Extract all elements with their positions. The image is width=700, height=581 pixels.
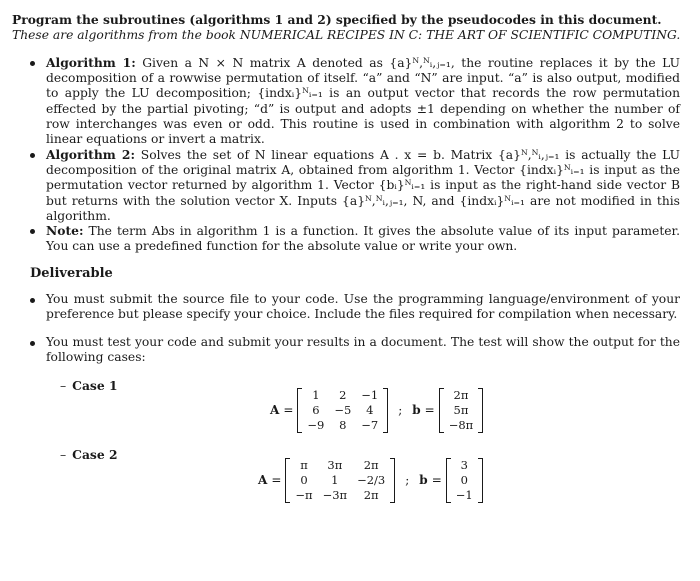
matrix-row [444, 388, 479, 403]
matrix-name: A [258, 472, 268, 487]
matrix-row [290, 488, 390, 503]
matrix-cell: −1 [455, 488, 473, 502]
matrix-cell: 2π [453, 388, 469, 402]
equals-sign: = [431, 472, 442, 487]
matrix-cell: −8π [448, 418, 474, 432]
matrix-cell: 1 [312, 388, 320, 402]
equals-sign: = [424, 402, 435, 417]
matrix-row [444, 403, 479, 418]
matrix-row [302, 418, 383, 433]
case-2-equation [258, 458, 483, 503]
bullet-icon [30, 298, 35, 303]
matrix-cell: 2π [363, 488, 379, 502]
matrix-cell: −π [295, 488, 313, 502]
list-item-note [30, 223, 680, 254]
matrix-A-table [290, 458, 390, 503]
matrix-row [444, 418, 479, 433]
dash-glyph: – [60, 448, 67, 462]
matrix-cell: 0 [460, 473, 468, 487]
list-item-deliverable-source [30, 292, 680, 322]
vector-name: b [419, 472, 428, 487]
vector-name: b [412, 402, 421, 417]
matrix-cell: 5π [453, 403, 469, 417]
matrix-cell: 0 [300, 473, 308, 487]
matrix-cell: 1 [331, 473, 339, 487]
matrix-cell: −1 [361, 388, 379, 402]
matrix-cell: 8 [339, 418, 347, 432]
intro-paragraph [12, 12, 682, 43]
item-text: Given a N × N matrix A denoted as {a}ᴺ,ᴺᵢ,ⱼ₌₁, the routine replaces it by the LU decomposition of a rowwise permutation of itself. “a” and “N” are input. “a” is also output, modified to apply the LU decomposition; {indxᵢ}ᴺᵢ₌₁ is an output vector that records the row permutation effected by the partial pivoting; “d” is output and adopts ±1 depending on whether the number of row interchanges was even or odd. This routine is used in combination with algorithm 2 to solve linear equations or invert a matrix. [46, 56, 680, 147]
vector-b-table [451, 458, 478, 503]
matrix-row [302, 403, 383, 418]
semicolon: ; [405, 472, 410, 487]
matrix-cell: 6 [312, 403, 320, 417]
intro-book-reference: These are algorithms from the book NUMERICAL RECIPES IN C: THE ART OF SCIENTIFIC COMPUTING. [12, 28, 681, 43]
matrix-row [302, 388, 383, 403]
item-label: Note: [46, 223, 84, 238]
list-item-algorithm-2 [30, 147, 680, 224]
case-1-label [60, 378, 118, 394]
bullet-icon [30, 229, 35, 234]
matrix-cell: −3π [322, 488, 348, 502]
matrix-cell: 4 [366, 403, 374, 417]
matrix-A-table [302, 388, 383, 433]
bullet-icon [30, 341, 35, 346]
item-text: You must submit the source file to your code. Use the programming language/environment of your preference but please specify your choice. Include the files required for compilation when necessary. [46, 292, 680, 322]
matrix-name: A [270, 402, 280, 417]
matrix-row [451, 473, 478, 488]
equals-sign: = [271, 472, 282, 487]
matrix-cell: 2π [363, 458, 379, 472]
matrix-cell: −9 [307, 418, 325, 432]
bullet-icon [30, 153, 35, 158]
matrix-row [451, 458, 478, 473]
list-item-deliverable-results [30, 335, 680, 365]
matrix-row [290, 458, 390, 473]
matrix-cell: −2/3 [357, 473, 386, 487]
bullet-icon [30, 61, 35, 66]
dash-glyph: – [60, 379, 67, 393]
matrix-A [285, 458, 395, 503]
matrix-cell: −7 [361, 418, 379, 432]
matrix-A [297, 388, 388, 433]
equals-sign: = [283, 402, 294, 417]
right-bracket [383, 388, 388, 433]
right-bracket [478, 388, 483, 433]
item-text: You must test your code and submit your results in a document. The test will show the output for the following cases: [46, 335, 680, 365]
list-item-algorithm-1 [30, 55, 680, 147]
semicolon: ; [398, 402, 403, 417]
matrix-cell: 3π [327, 458, 343, 472]
item-label: Algorithm 1: [46, 55, 136, 70]
right-bracket [390, 458, 395, 503]
matrix-row [451, 488, 478, 503]
right-bracket [478, 458, 483, 503]
intro-title: Program the subroutines (algorithms 1 and 2) specified by the pseudocodes in this document. [12, 12, 662, 27]
matrix-cell: π [300, 458, 308, 472]
matrix-cell: 3 [460, 458, 468, 472]
case-label-text: Case 1 [72, 378, 118, 393]
deliverable-heading: Deliverable [30, 266, 113, 281]
case-1-equation [270, 388, 483, 433]
case-label-text: Case 2 [72, 447, 118, 462]
vector-b [439, 388, 484, 433]
vector-b-table [444, 388, 479, 433]
matrix-cell: 2 [339, 388, 347, 402]
matrix-cell: −5 [334, 403, 352, 417]
item-text: The term Abs in algorithm 1 is a function. It gives the absolute value of its input parameter. You can use a predefined function for the absolute value or write your own. [46, 224, 680, 254]
vector-b [446, 458, 483, 503]
case-2-label [60, 447, 118, 463]
item-label: Algorithm 2: [46, 147, 136, 162]
item-text: Solves the set of N linear equations A . x = b. Matrix {a}ᴺ,ᴺᵢ,ⱼ₌₁ is actually the LU decomposition of the original matrix A, obtained from algorithm 1. Vector {indxᵢ}ᴺᵢ₌₁ is input as the permutation vector returned by algorithm 1. Vector {bᵢ}ᴺᵢ₌₁ is input as the right-hand side vector B but returns with the solution vector X. Inputs {a}ᴺ,ᴺᵢ,ⱼ₌₁, N, and {indxᵢ}ᴺᵢ₌₁ are not modified in this algorithm. [46, 148, 680, 223]
matrix-row [290, 473, 390, 488]
